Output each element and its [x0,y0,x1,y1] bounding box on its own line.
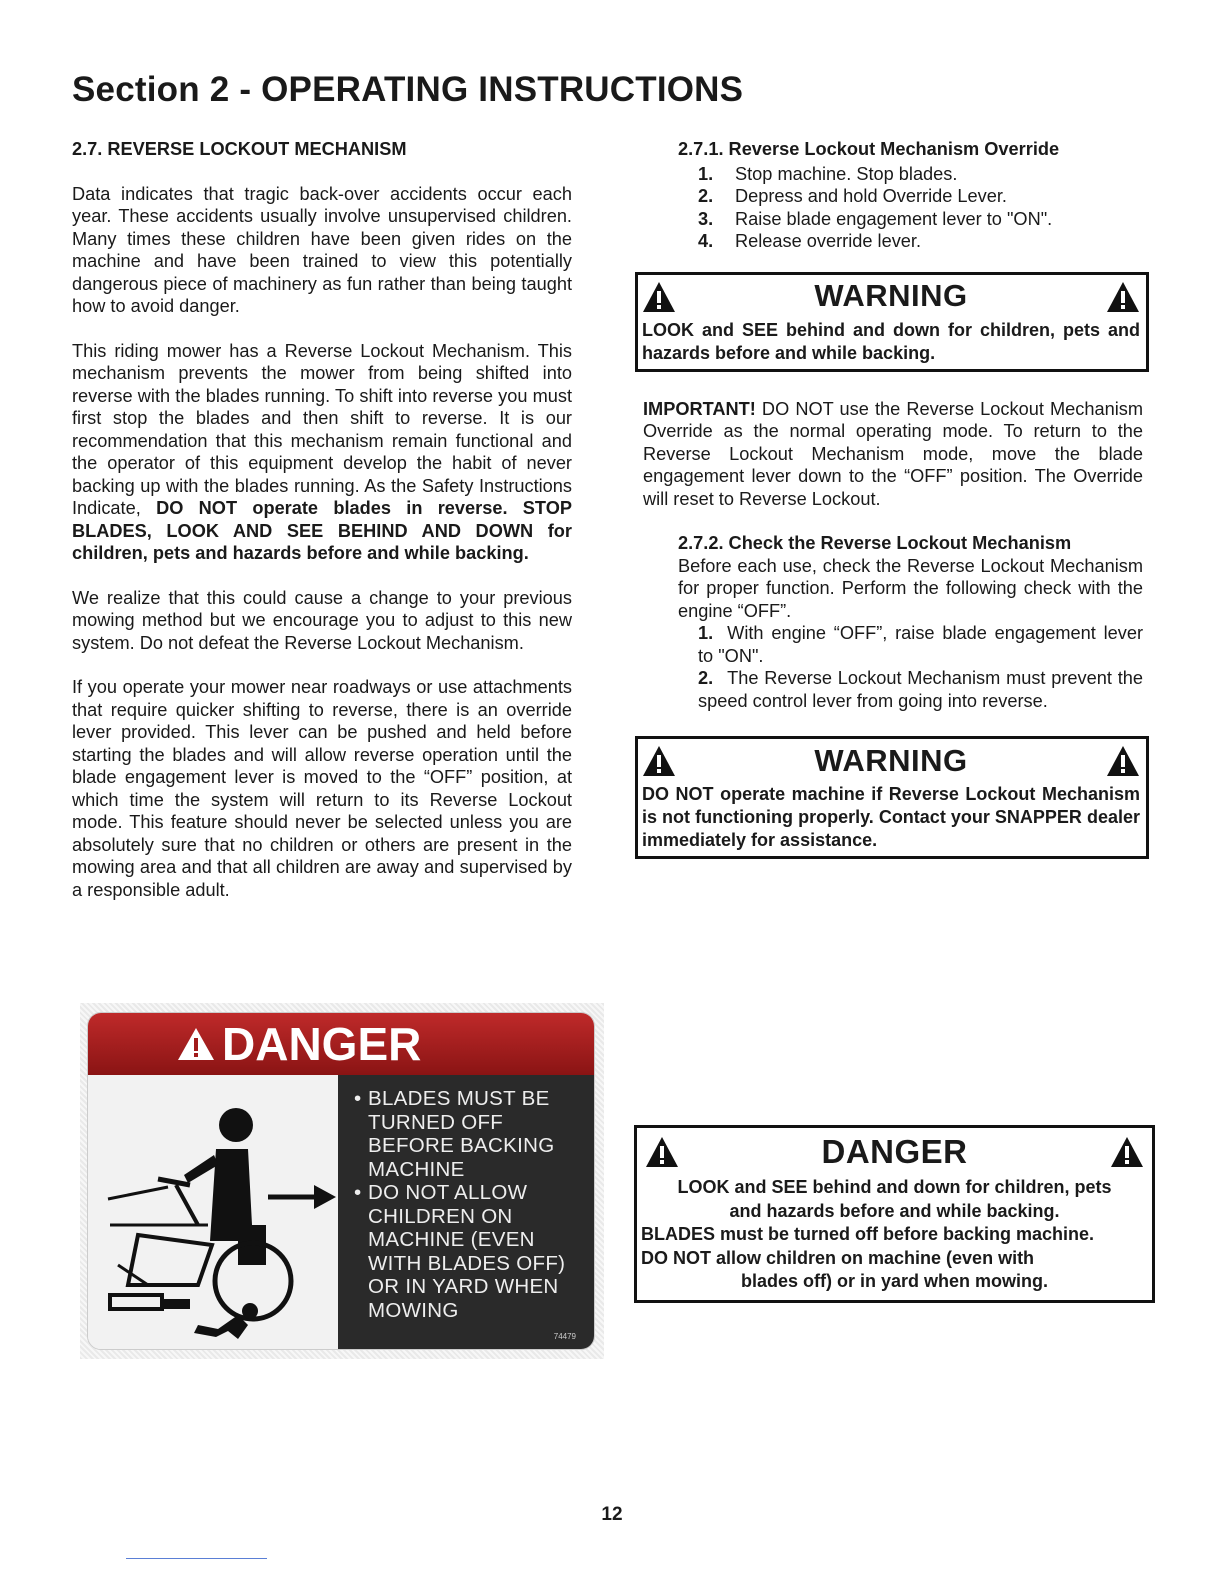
list-item [698,622,1143,667]
mower-backover-pictogram-icon [88,1075,338,1349]
important-note [643,398,1143,511]
decal-text-panel [338,1075,594,1349]
danger-title: DANGER [821,1133,968,1170]
paragraph-adjust: We realize that this could cause a change to your previous mowing method but we encourage you to adjust to this new system. Do not defeat the Reverse Lockout Mechanism. [72,587,572,653]
danger-line: LOOK and SEE behind and down for children, pets [677,1177,1112,1197]
warning-triangle-icon [176,1026,216,1062]
important-label: IMPORTANT! [643,398,756,419]
paragraph-intro: Data indicates that tragic back-over accidents occur each year. These accidents usually involve unsupervised children. Many times these children have been given rides on the machine and have been trained to view this potentially dangerous piece of machinery as fun rather than being taught how to avoid danger. [72,183,572,316]
danger-decal [87,1012,595,1350]
section-heading: 2.7. REVERSE LOCKOUT MECHANISM [72,139,407,159]
step-text: Release override lever. [735,231,922,251]
step-number: 3. [698,208,714,229]
list-item [698,163,1143,186]
decal-bullet: • BLADES MUST BE TURNED OFF BEFORE BACKING MACHINE [354,1087,584,1181]
decal-header-text: DANGER [222,1018,422,1070]
mower-child-pictogram [88,1075,338,1349]
warning-triangle-icon [642,281,676,313]
list-item [698,667,1143,712]
warning-triangle-icon [645,1136,679,1168]
warning-box-malfunction [635,736,1149,859]
danger-line: DO NOT allow children on machine (even with [641,1247,1035,1268]
footer-rule [126,1558,267,1559]
warning-body: DO NOT operate machine if Reverse Lockout Mechanism is not functioning properly. Contact your SNAPPER dealer immediately for assistance. [642,784,1140,850]
danger-line: BLADES must be turned off before backing machine. [641,1224,1095,1244]
override-steps [643,163,1143,253]
list-item [698,230,1143,253]
check-text: The Reverse Lockout Mechanism must prevent the speed control lever from going into reverse. [698,668,1143,711]
warning-header [642,275,1140,319]
check-text: With engine “OFF”, raise blade engagement lever to "ON". [698,623,1143,666]
check-number: 2. [698,668,714,688]
check-intro: Before each use, check the Reverse Lockout Mechanism for proper function. Perform the following check with the engine “OFF”. [678,555,1143,621]
decal-bullet: • DO NOT ALLOW CHILDREN ON MACHINE (EVEN WITH BLADES OFF) OR IN YARD WHEN MOWING [354,1181,584,1322]
step-number: 1. [698,163,714,184]
paragraph-override: If you operate your mower near roadways or use attachments that require quicker shifting to reverse, there is an override lever provided. This lever can be pushed and held before starting the blades and will allow reverse operation until the blade engagement lever is moved to the “OFF” position, at which time the system will return to its Reverse Lockout mode. This feature should never be selected unless you are absolutely sure that no children or others are present in the mowing area and that all children are away and supervised by a responsible adult. [72,677,572,900]
warning-title: WARNING [814,278,968,314]
important-text: DO NOT use the Reverse Lockout Mechanism Override as the normal operating mode. To return to the Reverse Lockout Mechanism mode, move the blade engagement lever down to the “OFF” position. The Override will reset to Reverse Lockout. [643,398,1143,509]
check-number: 1. [698,623,714,643]
danger-line: blades off) or in yard when mowing. [740,1271,1049,1291]
paragraph-mechanism-bold: DO NOT operate blades in reverse. STOP BLADES, LOOK AND SEE BEHIND AND DOWN for children, pets and hazards before and while backing. [72,498,572,563]
paragraph-mechanism [72,340,572,565]
step-text: Depress and hold Override Lever. [735,186,1007,206]
step-text: Stop machine. Stop blades. [735,163,958,184]
list-item [698,185,1143,208]
check-list [698,622,1143,712]
warning-header [642,739,1140,783]
decal-bullet-text: BLADES MUST BE TURNED OFF BEFORE BACKING MACHINE [368,1087,555,1181]
page-title: Section 2 - OPERATING INSTRUCTIONS [72,70,744,109]
right-column [643,138,1143,859]
left-column [72,138,572,923]
warning-triangle-icon [1106,281,1140,313]
warning-box-backing [635,272,1149,372]
check-heading: 2.7.2. Check the Reverse Lockout Mechanism [678,533,1072,553]
danger-decal-image [80,1003,604,1359]
override-heading: 2.7.1. Reverse Lockout Mechanism Override [678,139,1060,159]
paragraph-mechanism-text: This riding mower has a Reverse Lockout Mechanism. This mechanism prevents the mower from being shifted into reverse with the blades running. To shift into reverse you must first stop the blades and then shift to reverse. It is our recommendation that this mechanism remain functional and the operator of this equipment develop the habit of never backing up with the blades running. As the Safety Instructions Indicate, [72,340,572,518]
decal-bullet-text: DO NOT ALLOW CHILDREN ON MACHINE (EVEN WITH BLADES OFF) OR IN YARD WHEN MOWING [368,1181,566,1322]
list-item [698,208,1143,231]
danger-line: and hazards before and while backing. [729,1200,1060,1221]
warning-triangle-icon [642,745,676,777]
decal-part-number: 74479 [553,1332,576,1341]
warning-triangle-icon [1106,745,1140,777]
step-text: Raise blade engagement lever to "ON". [735,208,1053,229]
step-number: 4. [698,231,714,251]
danger-box [634,1125,1155,1303]
page-number: 12 [601,1504,623,1525]
warning-body: LOOK and SEE behind and down for children, pets and hazards before and while backing. [642,319,1140,363]
warning-title: WARNING [814,742,968,778]
decal-header [88,1013,594,1075]
danger-header [637,1128,1152,1176]
step-number: 2. [698,186,714,206]
warning-triangle-icon [1110,1136,1144,1168]
